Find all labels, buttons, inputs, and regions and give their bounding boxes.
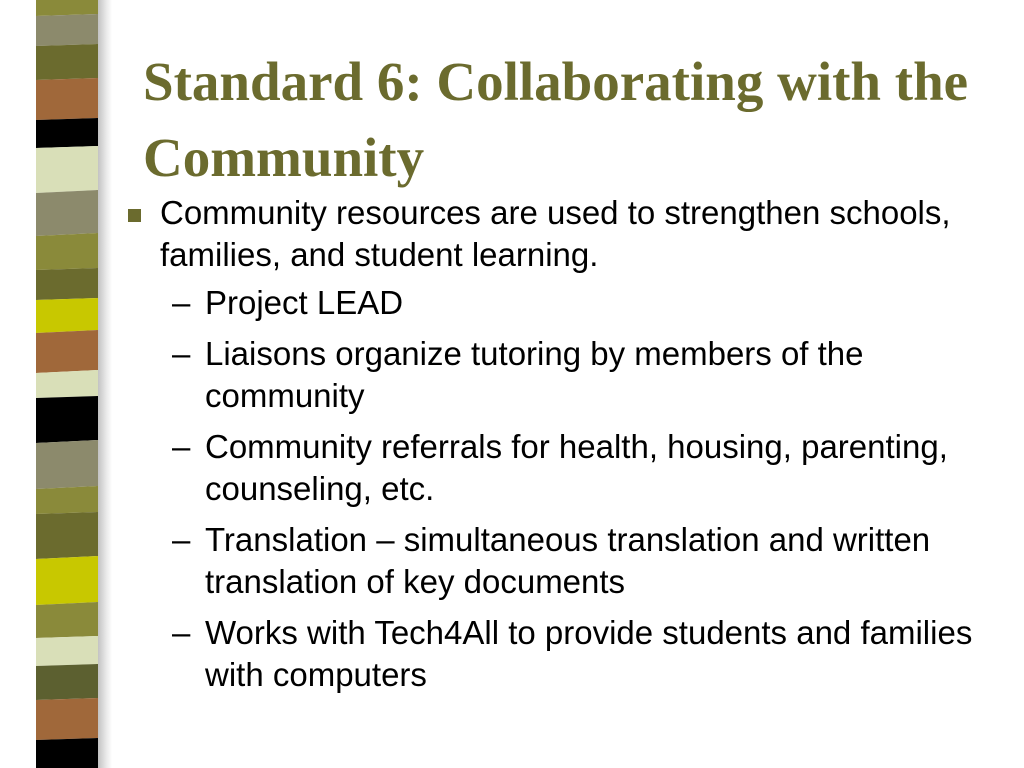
sub-bullet-text: Community referrals for health, housing, parenting, counseling, etc. bbox=[205, 428, 948, 507]
sub-bullet-text: Translation – simultaneous translation and written translation of key documents bbox=[205, 521, 931, 600]
main-bullet bbox=[124, 192, 1014, 276]
dash-bullet-icon: – bbox=[172, 335, 191, 372]
sub-bullet bbox=[124, 519, 1014, 603]
sub-bullet-text: Project LEAD bbox=[205, 284, 404, 321]
stripe-shadow bbox=[96, 0, 112, 768]
dash-bullet-icon: – bbox=[172, 284, 191, 321]
dash-bullet-icon: – bbox=[172, 614, 191, 651]
stripe-graphic bbox=[36, 0, 98, 768]
square-bullet-icon bbox=[128, 209, 141, 222]
slide-body bbox=[124, 192, 1014, 705]
main-bullet-text: Community resources are used to strengthen schools, families, and student learning. bbox=[160, 194, 951, 273]
decorative-stripe-column bbox=[36, 0, 98, 768]
sub-bullet-list bbox=[124, 282, 1014, 696]
sub-bullet-text: Works with Tech4All to provide students and families with computers bbox=[205, 614, 973, 693]
sub-bullet bbox=[124, 612, 1014, 696]
sub-bullet bbox=[124, 333, 1014, 417]
dash-bullet-icon: – bbox=[172, 521, 191, 558]
slide-title: Standard 6: Collaborating with the Community bbox=[143, 51, 969, 188]
sub-bullet-text: Liaisons organize tutoring by members of the community bbox=[205, 335, 864, 414]
sub-bullet bbox=[124, 282, 1014, 324]
dash-bullet-icon: – bbox=[172, 428, 191, 465]
sub-bullet bbox=[124, 426, 1014, 510]
